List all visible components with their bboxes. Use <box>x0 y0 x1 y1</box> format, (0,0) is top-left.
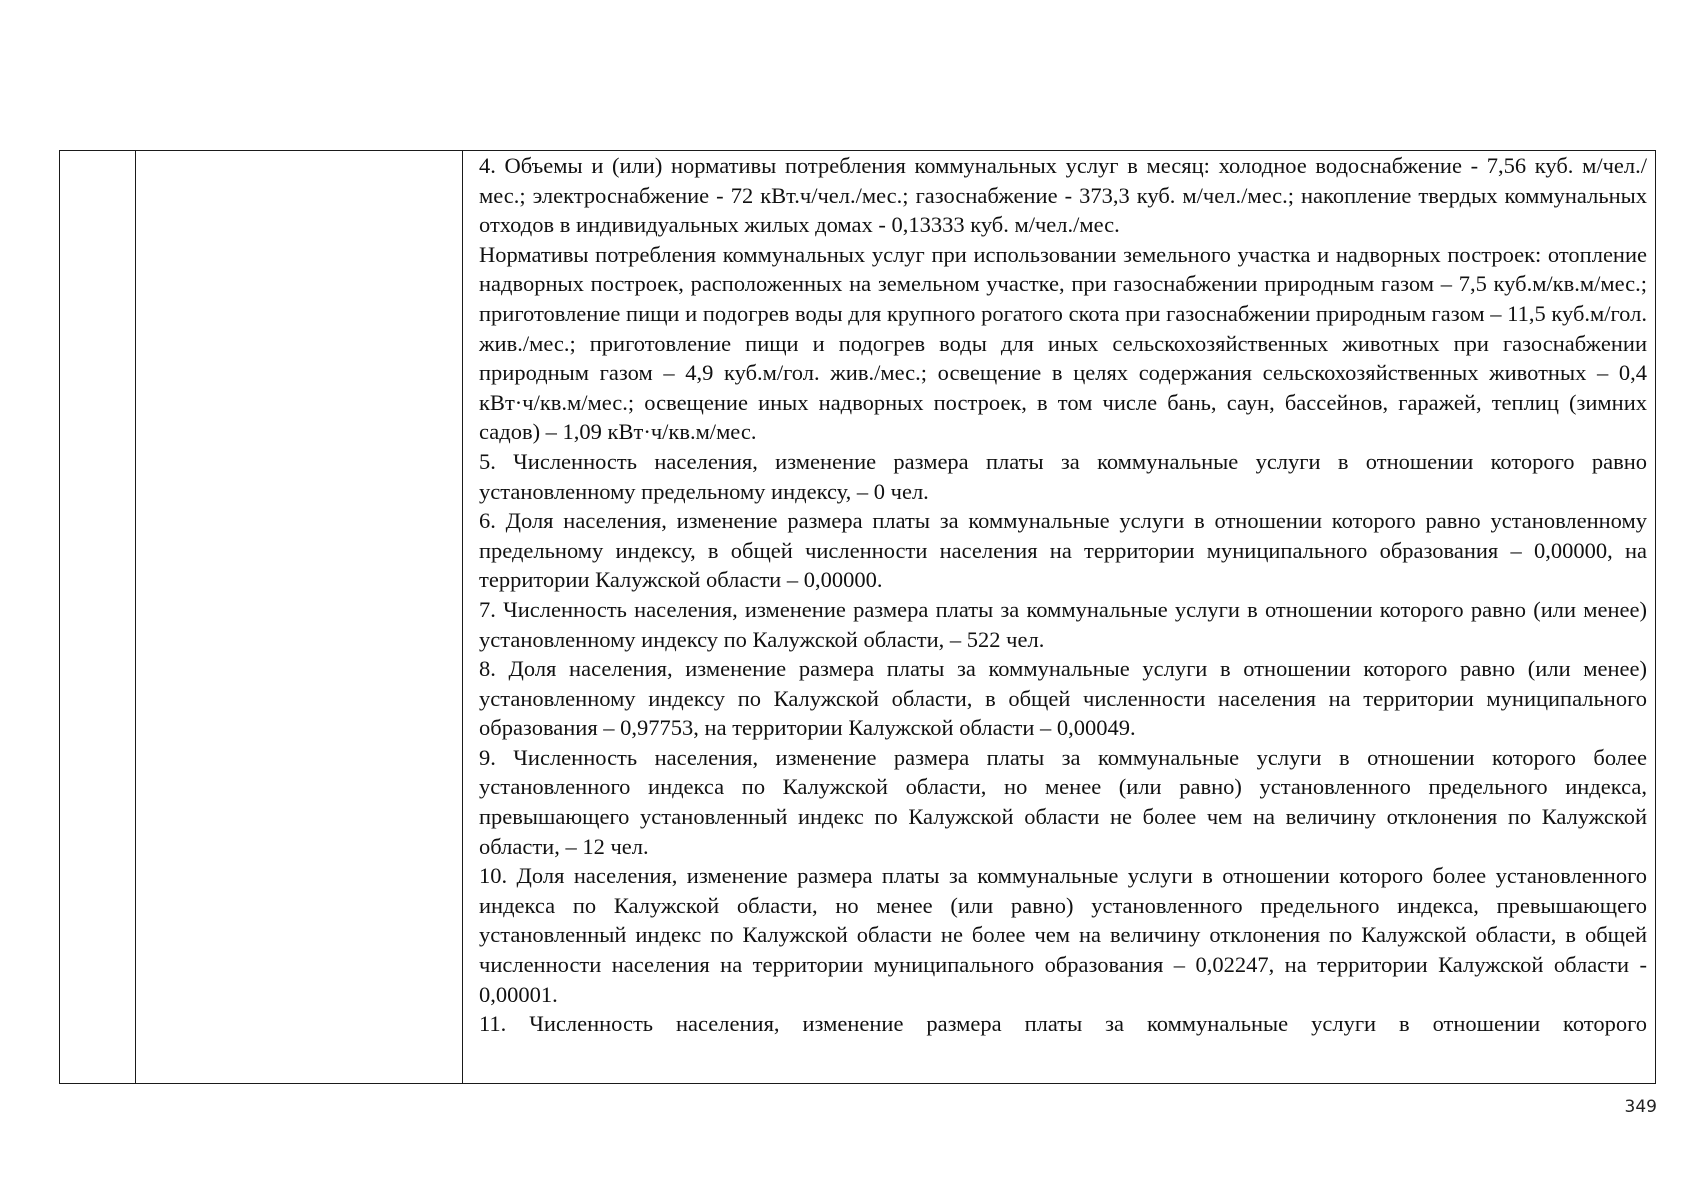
paragraph-8: 8. Доля населения, изменение размера платы за коммунальные услуги в отношении которого равно (или менее) установленному индексу по Калужской области, в общей численности населения на территории муниципального образования – 0,97753, на территории Калужской области – 0,00049. <box>479 656 1647 741</box>
content-table <box>59 150 1656 1084</box>
paragraph-6: 6. Доля населения, изменение размера платы за коммунальные услуги в отношении которого равно установленному предельному индексу, в общей численности населения на территории муниципального образования – 0,00000, на территории Калужской области – 0,00000. <box>479 508 1647 593</box>
table-column-number <box>60 151 136 1083</box>
table-column-name <box>136 151 463 1083</box>
paragraph-norms: Нормативы потребления коммунальных услуг при использовании земельного участка и надворных построек: отопление надворных построек, расположенных на земельном участке, при газоснабжении природным газом – 7,5 куб.м/кв.м/мес.; приготовление пищи и подогрев воды для крупного рогатого скота при газоснабжении природным газом – 11,5 куб.м/гол. жив./мес.; приготовление пищи и подогрев воды для иных сельскохозяйственных животных при газоснабжении природным газом – 4,9 куб.м/гол. жив./мес.; освещение в целях содержания сельскохозяйственных животных – 0,4 кВт·ч/кв.м/мес.; освещение иных надворных построек, в том числе бань, саун, бассейнов, гаражей, теплиц (зимних садов) – 1,09 кВт·ч/кв.м/мес. <box>479 241 1647 445</box>
paragraph-9: 9. Численность населения, изменение размера платы за коммунальные услуги в отношении которого более установленного индекса по Калужской области, но менее (или равно) установленного предельного индекса, превышающего установленный индекс по Калужской области не более чем на величину отклонения по Калужской области, – 12 чел. <box>479 744 1647 859</box>
paragraph-11: 11. Численность населения, изменение размера платы за коммунальные услуги в отношении которого <box>479 1011 1647 1037</box>
page-number: 349 <box>1624 1097 1657 1117</box>
table-column-text <box>463 151 1655 1083</box>
paragraph-5: 5. Численность населения, изменение размера платы за коммунальные услуги в отношении которого равно установленному предельному индексу, – 0 чел. <box>479 448 1647 504</box>
paragraph-4: 4. Объемы и (или) нормативы потребления коммунальных услуг в месяц: холодное водоснабжение - 7,56 куб. м/чел./мес.; электроснабжение - 72 кВт.ч/чел./мес.; газоснабжение - 373,3 куб. м/чел./мес.; накопление твердых коммунальных отходов в индивидуальных жилых домах - 0,13333 куб. м/чел./мес. <box>479 153 1647 238</box>
paragraph-10: 10. Доля населения, изменение размера платы за коммунальные услуги в отношении которого более установленного индекса по Калужской области, но менее (или равно) установленного предельного индекса, превышающего установленный индекс по Калужской области не более чем на величину отклонения по Калужской области, в общей численности населения на территории муниципального образования – 0,02247, на территории Калужской области - 0,00001. <box>479 863 1647 1007</box>
paragraph-7: 7. Численность населения, изменение размера платы за коммунальные услуги в отношении которого равно (или менее) установленному индексу по Калужской области, – 522 чел. <box>479 596 1647 652</box>
